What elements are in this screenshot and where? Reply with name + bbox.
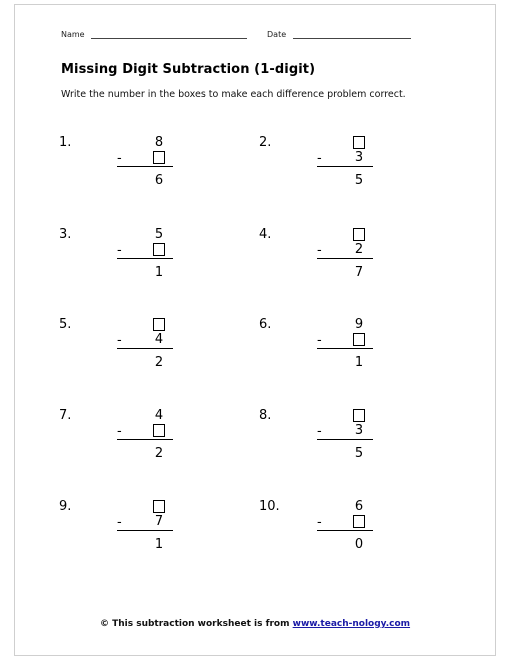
bottom-digit: 2 bbox=[354, 242, 364, 257]
date-line[interactable] bbox=[293, 30, 411, 39]
minus-sign: - bbox=[117, 333, 122, 348]
minus-sign: - bbox=[317, 243, 322, 258]
problem-9 bbox=[59, 499, 259, 569]
minus-sign: - bbox=[117, 151, 122, 166]
top-digit: 8 bbox=[154, 135, 164, 150]
problem-number: 10. bbox=[259, 499, 280, 514]
name-field[interactable] bbox=[61, 30, 247, 39]
problem-number: 6. bbox=[259, 317, 272, 332]
answer-box[interactable] bbox=[149, 317, 169, 332]
difference-rule bbox=[317, 530, 373, 531]
worksheet-title: Missing Digit Subtraction (1-digit) bbox=[61, 62, 316, 77]
difference-rule bbox=[117, 530, 173, 531]
blank-box[interactable] bbox=[353, 333, 365, 346]
bottom-digit: 3 bbox=[354, 150, 364, 165]
footer-text: © This subtraction worksheet is from bbox=[99, 619, 290, 629]
difference-digit: 1 bbox=[154, 537, 164, 552]
difference-digit: 7 bbox=[354, 265, 364, 280]
minus-sign: - bbox=[117, 243, 122, 258]
difference-rule bbox=[317, 166, 373, 167]
bottom-digit: 4 bbox=[154, 332, 164, 347]
difference-rule bbox=[317, 258, 373, 259]
difference-rule bbox=[117, 439, 173, 440]
minus-sign: - bbox=[117, 515, 122, 530]
problem-10 bbox=[259, 499, 459, 569]
blank-box[interactable] bbox=[153, 424, 165, 437]
problem-7 bbox=[59, 408, 259, 478]
blank-box[interactable] bbox=[353, 136, 365, 149]
problem-number: 3. bbox=[59, 227, 72, 242]
problem-1 bbox=[59, 135, 259, 205]
problem-number: 2. bbox=[259, 135, 272, 150]
difference-digit: 1 bbox=[154, 265, 164, 280]
answer-box[interactable] bbox=[349, 227, 369, 242]
problem-number: 5. bbox=[59, 317, 72, 332]
answer-box[interactable] bbox=[349, 332, 369, 347]
difference-rule bbox=[117, 166, 173, 167]
minus-sign: - bbox=[117, 424, 122, 439]
blank-box[interactable] bbox=[153, 500, 165, 513]
bottom-digit: 7 bbox=[154, 514, 164, 529]
date-label: Date bbox=[267, 30, 287, 39]
difference-rule bbox=[317, 439, 373, 440]
blank-box[interactable] bbox=[153, 318, 165, 331]
difference-digit: 5 bbox=[354, 446, 364, 461]
difference-digit: 5 bbox=[354, 173, 364, 188]
answer-box[interactable] bbox=[149, 423, 169, 438]
minus-sign: - bbox=[317, 424, 322, 439]
name-label: Name bbox=[61, 30, 85, 39]
answer-box[interactable] bbox=[349, 135, 369, 150]
bottom-digit: 3 bbox=[354, 423, 364, 438]
top-digit: 4 bbox=[154, 408, 164, 423]
footer bbox=[0, 619, 510, 629]
answer-box[interactable] bbox=[349, 408, 369, 423]
problem-5 bbox=[59, 317, 259, 387]
difference-rule bbox=[117, 258, 173, 259]
problem-number: 4. bbox=[259, 227, 272, 242]
difference-digit: 0 bbox=[354, 537, 364, 552]
difference-digit: 6 bbox=[154, 173, 164, 188]
blank-box[interactable] bbox=[153, 151, 165, 164]
problem-6 bbox=[259, 317, 459, 387]
problem-number: 1. bbox=[59, 135, 72, 150]
top-digit: 9 bbox=[354, 317, 364, 332]
difference-digit: 2 bbox=[154, 355, 164, 370]
answer-box[interactable] bbox=[149, 242, 169, 257]
footer-link[interactable]: www.teach-nology.com bbox=[292, 619, 411, 629]
minus-sign: - bbox=[317, 515, 322, 530]
problem-2 bbox=[259, 135, 459, 205]
top-digit: 5 bbox=[154, 227, 164, 242]
answer-box[interactable] bbox=[149, 499, 169, 514]
problem-number: 7. bbox=[59, 408, 72, 423]
problem-3 bbox=[59, 227, 259, 297]
answer-box[interactable] bbox=[349, 514, 369, 529]
top-digit: 6 bbox=[354, 499, 364, 514]
difference-digit: 2 bbox=[154, 446, 164, 461]
problem-number: 9. bbox=[59, 499, 72, 514]
problem-number: 8. bbox=[259, 408, 272, 423]
date-field[interactable] bbox=[267, 30, 411, 39]
blank-box[interactable] bbox=[353, 515, 365, 528]
minus-sign: - bbox=[317, 151, 322, 166]
blank-box[interactable] bbox=[153, 243, 165, 256]
problem-4 bbox=[259, 227, 459, 297]
minus-sign: - bbox=[317, 333, 322, 348]
answer-box[interactable] bbox=[149, 150, 169, 165]
instructions: Write the number in the boxes to make each difference problem correct. bbox=[61, 89, 406, 100]
difference-digit: 1 bbox=[354, 355, 364, 370]
blank-box[interactable] bbox=[353, 409, 365, 422]
blank-box[interactable] bbox=[353, 228, 365, 241]
name-line[interactable] bbox=[91, 30, 247, 39]
difference-rule bbox=[117, 348, 173, 349]
problem-8 bbox=[259, 408, 459, 478]
difference-rule bbox=[317, 348, 373, 349]
